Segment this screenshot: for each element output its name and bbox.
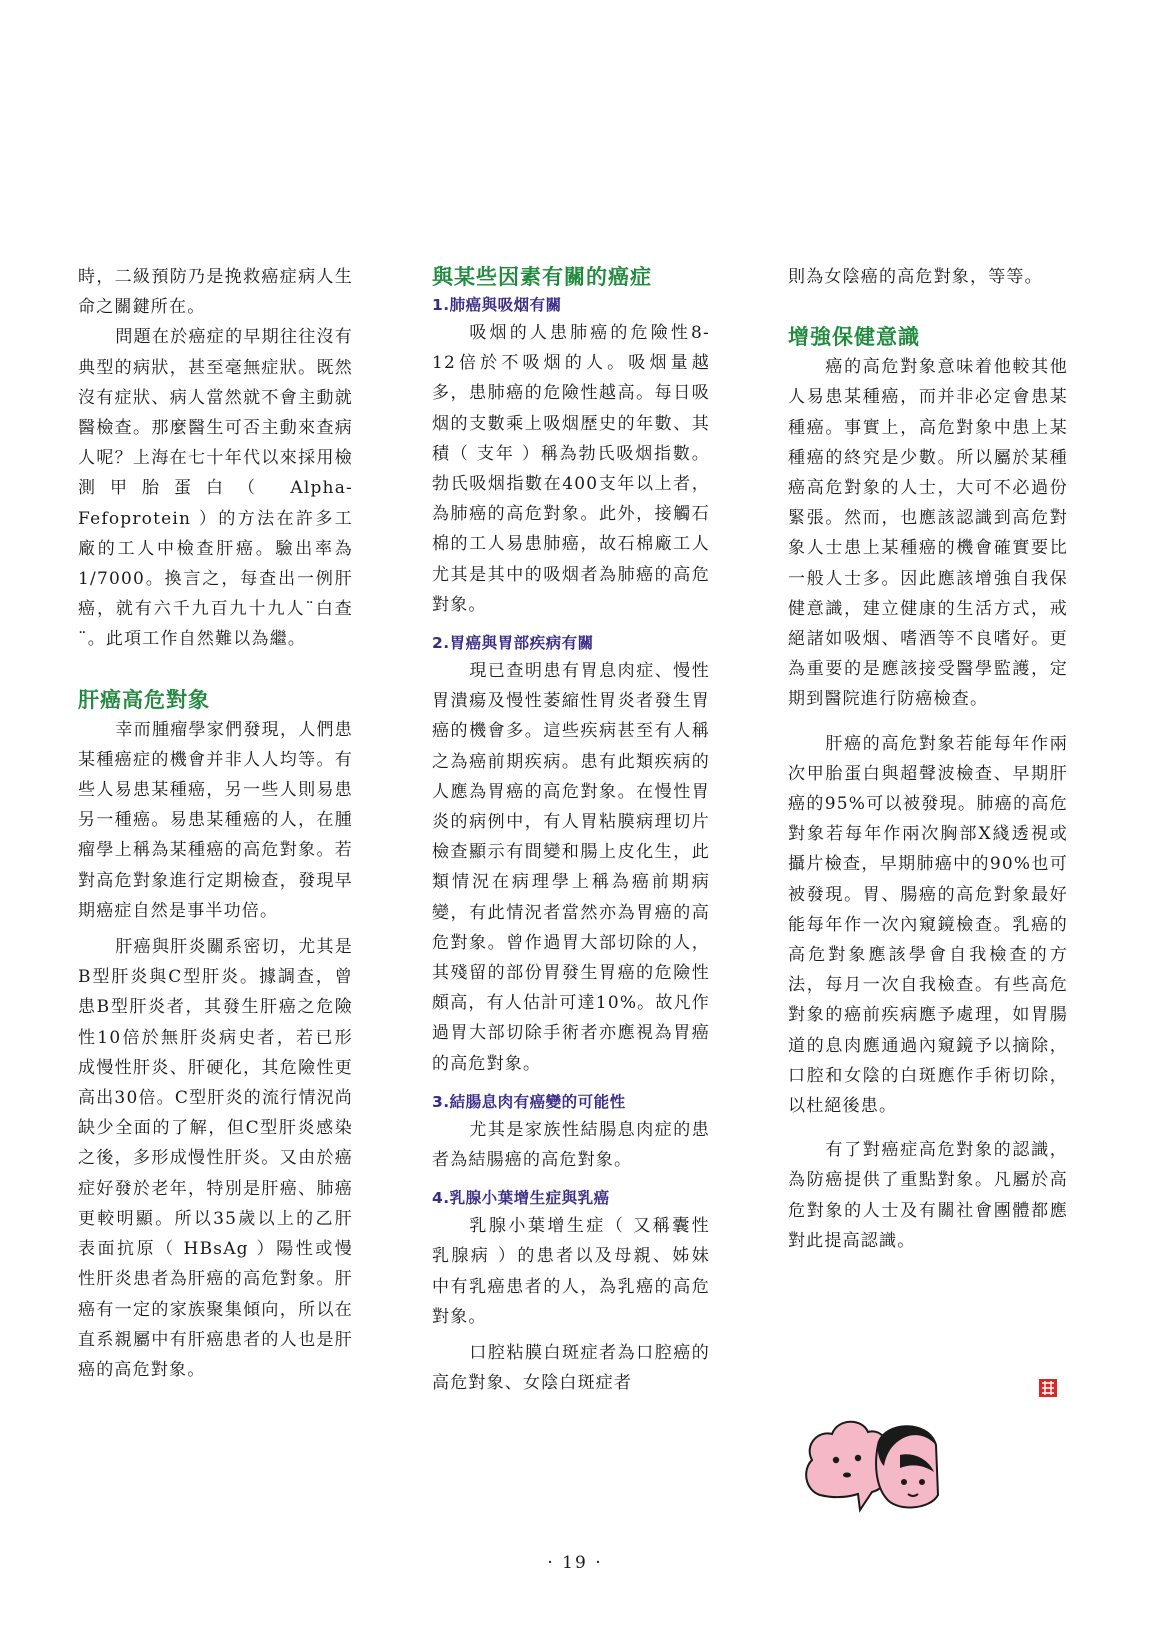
paragraph-right-1: 則為女陰癌的高危對象，等等。 <box>788 267 1043 287</box>
heading-factor-related-cancers: 與某些因素有關的癌症 <box>432 265 652 289</box>
subheading-colon-polyps: 3.結腸息肉有癌變的可能性 <box>432 1092 626 1111</box>
heading-liver-cancer-high-risk: 肝癌高危對象 <box>78 687 210 712</box>
middle-column <box>432 262 710 1399</box>
subheading-breast-cancer: 4.乳腺小葉增生症與乳癌 <box>432 1189 610 1208</box>
cartoon-faces-illustration <box>800 1400 950 1524</box>
heading-health-awareness: 增強保健意識 <box>788 325 920 350</box>
subheading-stomach-cancer: 2.胃癌與胃部疾病有關 <box>432 634 594 653</box>
paragraph-left-4: 肝癌與肝炎關系密切，尤其是B型肝炎與C型肝炎。據調查，曾患B型肝炎者，其發生肝癌之危險性10倍於無肝炎病史者，若已形成慢性肝炎、肝硬化，其危險性更高出30倍。C型肝炎的流行情況尚缺少全面的了解，但C型肝炎感染之後，多形成慢性肝炎。又由於癌症好發於老年，特別是肝癌、肺癌更較明顯。所以35歲以上的乙肝表面抗原（ HBsAg ）陽性或慢性肝炎患者為肝癌的高危對象。肝癌有一定的家族聚集傾向，所以在直系親屬中有肝癌患者的人也是肝癌的高危對象。 <box>78 937 353 1380</box>
paragraph-left-2: 問題在於癌症的早期往往沒有典型的病狀，甚至毫無症狀。既然沒有症狀、病人當然就不會主動就醫檢查。那麼醫生可否主動來查病人呢？上海在七十年代以來採用檢測甲胎蛋白（ Alpha-Fefoprotein ）的方法在許多工廠的工人中檢查肝癌。驗出率為1/7000。換言之，每查出一例肝癌，就有六千九百九十九人¨白查¨。此項工作自然難以為繼。 <box>78 327 353 650</box>
paragraph-right-2: 癌的高危對象意味着他較其他人易患某種癌，而并非必定會患某種癌。事實上，高危對象中患上某種癌的終究是少數。所以屬於某種癌高危對象的人士，大可不必過份緊張。然而，也應該認識到高危對象人士患上某種癌的機會確實要比一般人士多。因此應該增強自我保健意識，建立健康的生活方式，戒絕諸如吸烟、嗜酒等不良嗜好。更為重要的是應該接受醫學監護，定期到醫院進行防癌檢查。 <box>788 357 1068 710</box>
paragraph-right-4: 有了對癌症高危對象的認識，為防癌提供了重點對象。凡屬於高危對象的人士及有關社會團體都應對此提高認識。 <box>788 1140 1068 1251</box>
paragraph-breast-cancer: 乳腺小葉增生症（ 又稱囊性乳腺病 ）的患者以及母親、姊妹中有乳癌患者的人，為乳癌的高危對象。 <box>432 1216 710 1327</box>
paragraph-left-3: 幸而腫瘤學家們發現，人們患某種癌症的機會并非人人均等。有些人易患某種癌，另一些人則易患另一種癌。易患某種癌的人，在腫瘤學上稱為某種癌的高危對象。若對高危對象進行定期檢查，發現早期癌症自然是事半功倍。 <box>78 719 353 921</box>
paragraph-lung-cancer: 吸烟的人患肺癌的危險性8-12倍於不吸烟的人。吸烟量越多，患肺癌的危險性越高。每日吸烟的支數乘上吸烟歷史的年數、其積（ 支年 ）稱為勃氏吸烟指數。勃氏吸烟指數在400支年以上者，為肺癌的高危對象。此外，接觸石棉的工人易患肺癌，故石棉廠工人尤其是其中的吸烟者為肺癌的高危對象。 <box>432 323 710 615</box>
left-column <box>78 262 353 1385</box>
paragraph-stomach-cancer: 現已查明患有胃息肉症、慢性胃潰瘍及慢性萎縮性胃炎者發生胃癌的機會多。這些疾病甚至有人稱之為癌前期疾病。患有此類疾病的人應為胃癌的高危對象。在慢性胃炎的病例中，有人胃粘膜病理切片檢查顯示有間變和腸上皮化生，此類情況在病理學上稱為癌前期病變，有此情況者當然亦為胃癌的高危對象。曾作過胃大部切除的人，其殘留的部份胃發生胃癌的危險性頗高，有人估計可達10%。故凡作過胃大部切除手術者亦應視為胃癌的高危對象。 <box>432 661 710 1074</box>
right-column <box>788 262 1068 1256</box>
end-of-article-seal-icon <box>1038 1378 1058 1402</box>
paragraph-right-3: 肝癌的高危對象若能每年作兩次甲胎蛋白與超聲波檢查、早期肝癌的95%可以被發現。肺癌的高危對象若每年作兩次胸部X綫透視或攝片檢查，早期肺癌中的90%也可被發現。胃、腸癌的高危對象最好能每年作一次內窺鏡檢查。乳癌的高危對象應該學會自我檢查的方法，每月一次自我檢查。有些高危對象的癌前疾病應予處理，如胃腸道的息肉應通過內窺鏡予以摘除，口腔和女陰的白斑應作手術切除，以杜絕後患。 <box>788 733 1068 1117</box>
paragraph-oral-leukoplakia: 口腔粘膜白斑症者為口腔癌的高危對象、女陰白斑症者 <box>432 1343 710 1394</box>
paragraph-colon-polyps: 尤其是家族性結腸息肉症的患者為結腸癌的高危對象。 <box>432 1119 710 1171</box>
paragraph-left-1: 時，二級預防乃是挽救癌症病人生命之關鍵所在。 <box>78 267 353 318</box>
page-number: · 19 · <box>547 1553 603 1573</box>
subheading-lung-cancer-smoking: 1.肺癌與吸烟有關 <box>432 296 562 314</box>
